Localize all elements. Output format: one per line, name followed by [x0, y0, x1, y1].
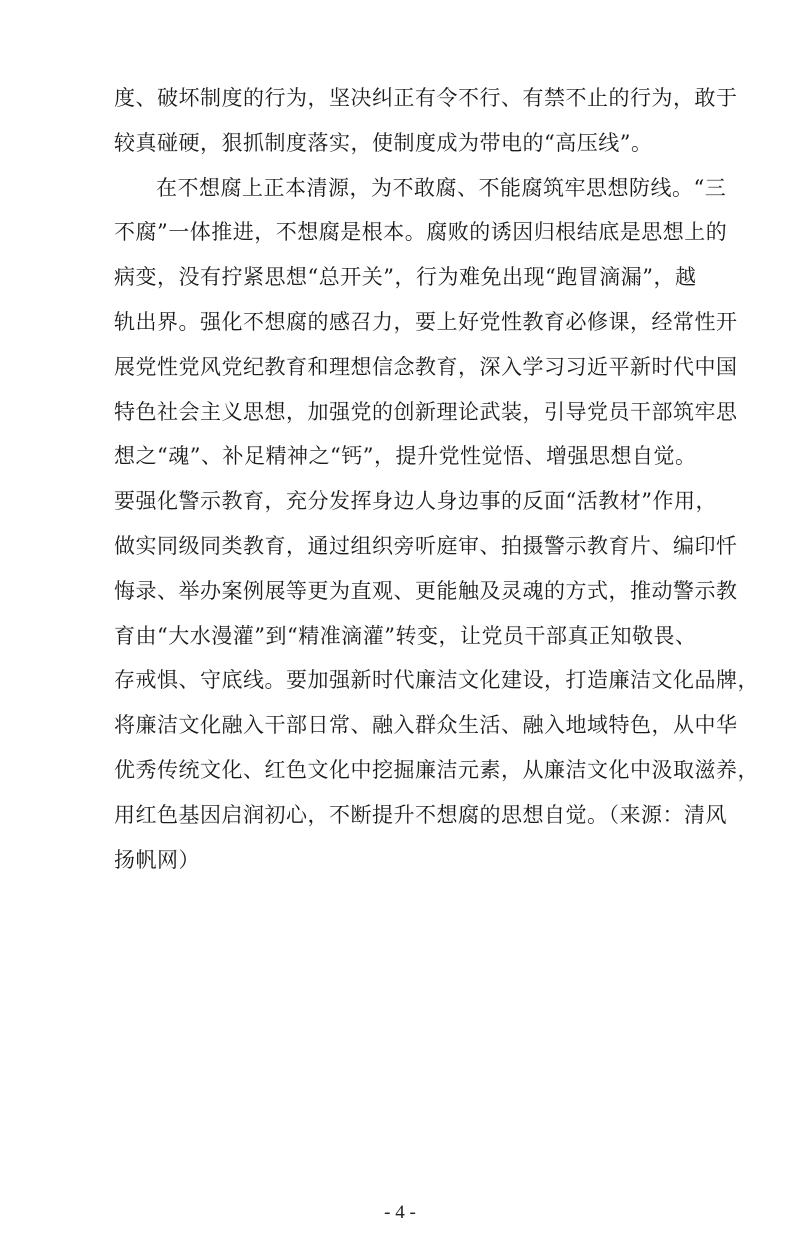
text-line: 不腐”一体推进，不想腐是根本。腐败的诱因归根结底是思想上的 [114, 220, 728, 245]
text-line: 存戒惧、守底线。要加强新时代廉洁文化建设，打造廉洁文化品牌， [114, 668, 759, 693]
text-line: 病变，没有拧紧思想“总开关”，行为难免出现“跑冒滴漏”，越 [114, 265, 697, 290]
text-line: 轨出界。强化不想腐的感召力，要上好党性教育必修课，经常性开 [114, 309, 738, 334]
text-line: 展党性党风党纪教育和理想信念教育，深入学习习近平新时代中国 [114, 354, 738, 379]
body-text [114, 76, 759, 882]
text-line: 较真碰硬，狠抓制度落实，使制度成为带电的“高压线”。 [114, 130, 653, 155]
text-line: 将廉洁文化融入干部日常、融入群众生活、融入地域特色，从中华 [114, 713, 738, 738]
text-line: 悔录、举办案例展等更为直观、更能触及灵魂的方式，推动警示教 [114, 578, 738, 603]
text-line: 育由“大水漫灌”到“精准滴灌”转变，让党员干部真正知敬畏、 [114, 623, 697, 648]
text-line: 度、破坏制度的行为，坚决纠正有令不行、有禁不止的行为，敢于 [114, 86, 738, 110]
text-line: 特色社会主义思想，加强党的创新理论武装，引导党员干部筑牢思 [114, 399, 738, 424]
text-line: 做实同级同类教育，通过组织旁听庭审、拍摄警示教育片、编印忏 [114, 533, 738, 558]
text-line: 想之“魂”、补足精神之“钙”，提升党性觉悟、增强思想自觉。 [114, 444, 697, 469]
text-line: 用红色基因启润初心，不断提升不想腐的思想自觉。（来源：清风 [114, 802, 727, 827]
text-line: 扬帆网） [114, 847, 200, 872]
paragraph-first-line: 在不想腐上正本清源，为不敢腐、不能腐筑牢思想防线。“三 [156, 175, 727, 200]
text-line: 要强化警示教育，充分发挥身边人身边事的反面“活教材”作用， [114, 489, 717, 514]
page-number: - 4 - [384, 1202, 416, 1223]
text-line: 优秀传统文化、红色文化中挖掘廉洁元素，从廉洁文化中汲取滋养， [114, 757, 759, 782]
